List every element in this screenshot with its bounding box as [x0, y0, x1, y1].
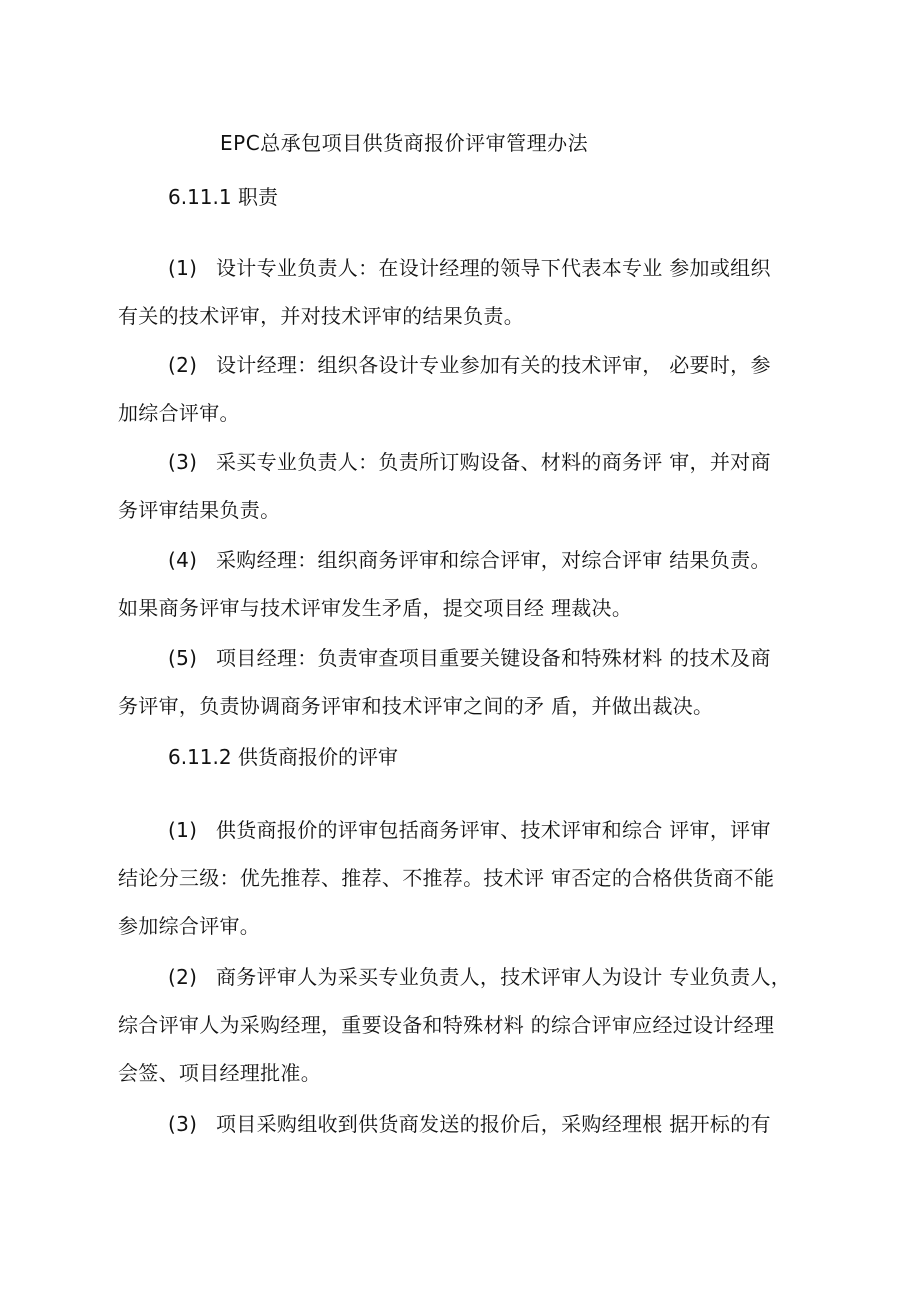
paragraph-text: 采买专业负责人：负责所订购设备、材料的商务评 审，并对商 [216, 450, 771, 474]
paragraph-item-7 [118, 953, 808, 1097]
section-heading-responsibilities: 6.11.1 职责 [168, 185, 278, 209]
paragraph-line: 有关的技术评审，并对技术评审的结果负责。 [118, 304, 524, 328]
paragraph-line: 如果商务评审与技术评审发生矛盾，提交项目经 理裁决。 [118, 596, 633, 620]
paragraph-line [118, 634, 808, 682]
item-number: (3) [168, 1112, 198, 1136]
paragraph-line [118, 438, 808, 486]
paragraph-line: 结论分三级：优先推荐、推荐、不推荐。技术评 审否定的合格供货商不能 [118, 866, 775, 890]
paragraph-text: 项目经理：负责审查项目重要关键设备和特殊材料 的技术及商 [216, 646, 771, 670]
paragraph-item-4 [118, 536, 808, 632]
paragraph-line: 会签、项目经理批准。 [118, 1061, 321, 1085]
paragraph-line [118, 953, 808, 1001]
paragraph-item-5 [118, 634, 808, 730]
paragraph-text: 采购经理：组织商务评审和综合评审，对综合评审 结果负责。 [216, 548, 771, 572]
paragraph-line: 务评审结果负责。 [118, 498, 281, 522]
item-number: (2) [168, 353, 198, 377]
paragraph-text: 项目采购组收到供货商发送的报价后，采购经理根 据开标的有 [216, 1112, 771, 1136]
paragraph-item-8 [118, 1100, 808, 1148]
item-number: (1) [168, 256, 198, 280]
paragraph-item-6 [118, 806, 808, 950]
section-heading-quotation-review: 6.11.2 供货商报价的评审 [168, 745, 398, 769]
paragraph-text: 设计经理：组织各设计专业参加有关的技术评审， 必要时，参 [216, 353, 771, 377]
paragraph-line: 参加综合评审。 [118, 914, 261, 938]
paragraph-item-2 [118, 341, 808, 437]
paragraph-text: 商务评审人为采买专业负责人，技术评审人为设计 专业负责人， [216, 965, 792, 989]
item-number: (3) [168, 450, 198, 474]
paragraph-text: 设计专业负责人：在设计经理的领导下代表本专业 参加或组织 [216, 256, 771, 280]
document-title: EPC总承包项目供货商报价评审管理办法 [220, 131, 589, 155]
paragraph-item-1 [118, 244, 808, 340]
paragraph-text: 供货商报价的评审包括商务评审、技术评审和综合 评审，评审 [216, 818, 771, 842]
paragraph-line [118, 341, 808, 389]
item-number: (2) [168, 965, 198, 989]
paragraph-line [118, 806, 808, 854]
paragraph-line [118, 244, 808, 292]
item-number: (4) [168, 548, 198, 572]
paragraph-line [118, 1100, 808, 1148]
item-number: (5) [168, 646, 198, 670]
paragraph-line: 加综合评审。 [118, 401, 240, 425]
paragraph-line: 务评审，负责协调商务评审和技术评审之间的矛 盾，并做出裁决。 [118, 694, 714, 718]
paragraph-line: 综合评审人为采购经理，重要设备和特殊材料 的综合评审应经过设计经理 [118, 1013, 775, 1037]
paragraph-line [118, 536, 808, 584]
item-number: (1) [168, 818, 198, 842]
paragraph-item-3 [118, 438, 808, 534]
